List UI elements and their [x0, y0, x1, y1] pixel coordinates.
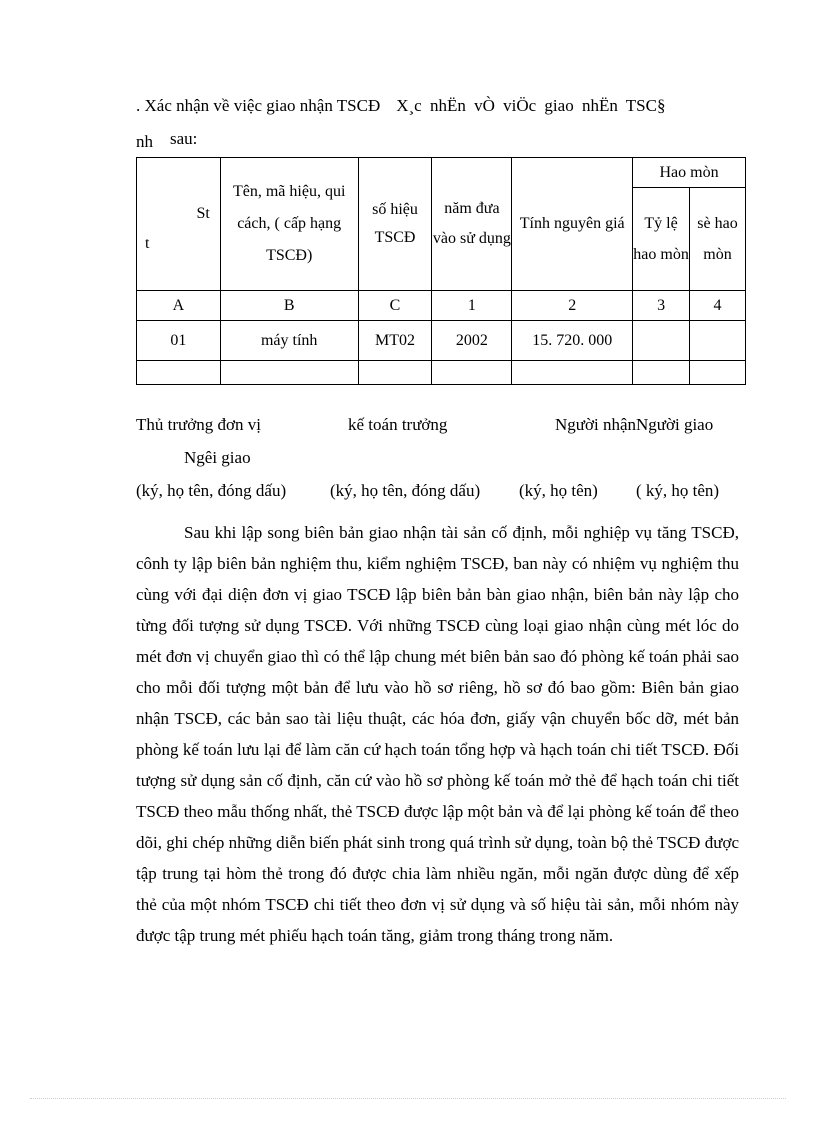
index-cell: C [358, 291, 432, 321]
signature-note-1: (ký, họ tên, đóng dấu) [136, 481, 287, 500]
col-header-cost: Tính nguyên giá [512, 158, 633, 291]
index-row [137, 291, 746, 321]
table-cell [633, 361, 690, 385]
table-cell [512, 361, 633, 385]
signature-receiver: Người nhậnNgười giao [555, 415, 714, 434]
table-cell [220, 361, 358, 385]
body-paragraph: Sau khi lập song biên bản giao nhận tài sản cố định, mỗi nghiệp vụ tăng TSCĐ, cônh ty lập biên bản nghiệm thu, kiểm nghiệm TSCĐ, ban này có nhiệm vụ nghiệm thu cùng với đại diện đơn vị giao TSCĐ lập biên bản bàn giao nhận, biên bản này lập cho từng đối tượng sử dụng TSCĐ. Với những TSCĐ cùng loại giao nhận cùng mét lóc do mét đơn vị chuyển giao thì có thể lập chung mét biên bản sao đó phòng kế toán phải sao cho mỗi đối tượng một bản để lưu vào hồ sơ riêng, hồ sơ đó bao gồm: Biên bản giao nhận TSCĐ, các bản sao tài liệu thuật, các hóa đơn, giấy vận chuyển bốc dỡ, mét bản phòng kế toán lưu lại để làm căn cứ hạch toán tổng hợp và hạch toán chi tiết TSCĐ. Đối tượng sử dụng sản cố định, căn cứ vào hồ sơ phòng kế toán mở thẻ để hạch toán chi tiết TSCĐ theo mẫu thống nhất, thẻ TSCĐ được lập một bản và để lại phòng kế toán để theo dõi, ghi chép những diễn biến phát sinh trong quá trình sử dụng, toàn bộ thẻ TSCĐ được tập trung tại hòm thẻ trong đó được chia làm nhiều ngăn, mỗi ngăn được dùng để xếp thẻ của một nhóm TSCĐ chi tiết theo đơn vị sử dụng và số hiệu tài sản, mỗi nhóm này được tập trung mét phiếu hạch toán tăng, giảm trong tháng trong năm. [136, 523, 739, 945]
col-header-wear: Hao mòn [633, 158, 746, 188]
signature-accountant: kế toán trưởng [348, 415, 448, 434]
table-cell [690, 361, 746, 385]
heading-sau: sau: [170, 129, 198, 148]
stt-label-st: St [196, 205, 210, 222]
table-cell: 15. 720. 000 [512, 321, 633, 361]
col-header-year: năm đưa vào sử dụng [432, 158, 512, 291]
col-header-stt [137, 158, 221, 291]
index-cell: A [137, 291, 221, 321]
col-header-wear-amount: sè hao mòn [690, 188, 746, 291]
index-cell: B [220, 291, 358, 321]
heading-garbled-text: X¸c nhËn vÒ viÖc giao nhËn TSC§ [396, 96, 666, 115]
heading-line [136, 96, 665, 116]
signature-note-2: (ký, họ tên, đóng dấu) [330, 481, 481, 500]
table-row [137, 321, 746, 361]
signature-deliverer: Ngêi giao [184, 448, 251, 467]
page-footer-divider [30, 1098, 786, 1099]
table-cell: 2002 [432, 321, 512, 361]
signature-note-3: (ký, họ tên) [519, 481, 598, 500]
table-row [137, 361, 746, 385]
signature-note-4: ( ký, họ tên) [636, 481, 720, 500]
asset-table [136, 157, 746, 385]
col-header-code: số hiệu TSCĐ [358, 158, 432, 291]
table-cell [137, 361, 221, 385]
heading-nh: nh [136, 132, 153, 151]
table-cell: 01 [137, 321, 221, 361]
table-cell: máy tính [220, 321, 358, 361]
index-cell: 3 [633, 291, 690, 321]
table-cell [358, 361, 432, 385]
table-cell [432, 361, 512, 385]
col-header-name: Tên, mã hiệu, qui cách, ( cấp hạng TSCĐ) [220, 158, 358, 291]
col-header-wear-rate: Tỷ lệ hao mòn [633, 188, 690, 291]
heading-continuation [136, 129, 198, 152]
table-cell [633, 321, 690, 361]
heading-text: . Xác nhận về việc giao nhận TSCĐ [136, 96, 381, 115]
index-cell: 4 [690, 291, 746, 321]
stt-label-t: t [145, 235, 150, 252]
index-cell: 2 [512, 291, 633, 321]
table-cell [690, 321, 746, 361]
signature-head: Thủ trưởng đơn vị [136, 415, 261, 434]
table-cell: MT02 [358, 321, 432, 361]
index-cell: 1 [432, 291, 512, 321]
